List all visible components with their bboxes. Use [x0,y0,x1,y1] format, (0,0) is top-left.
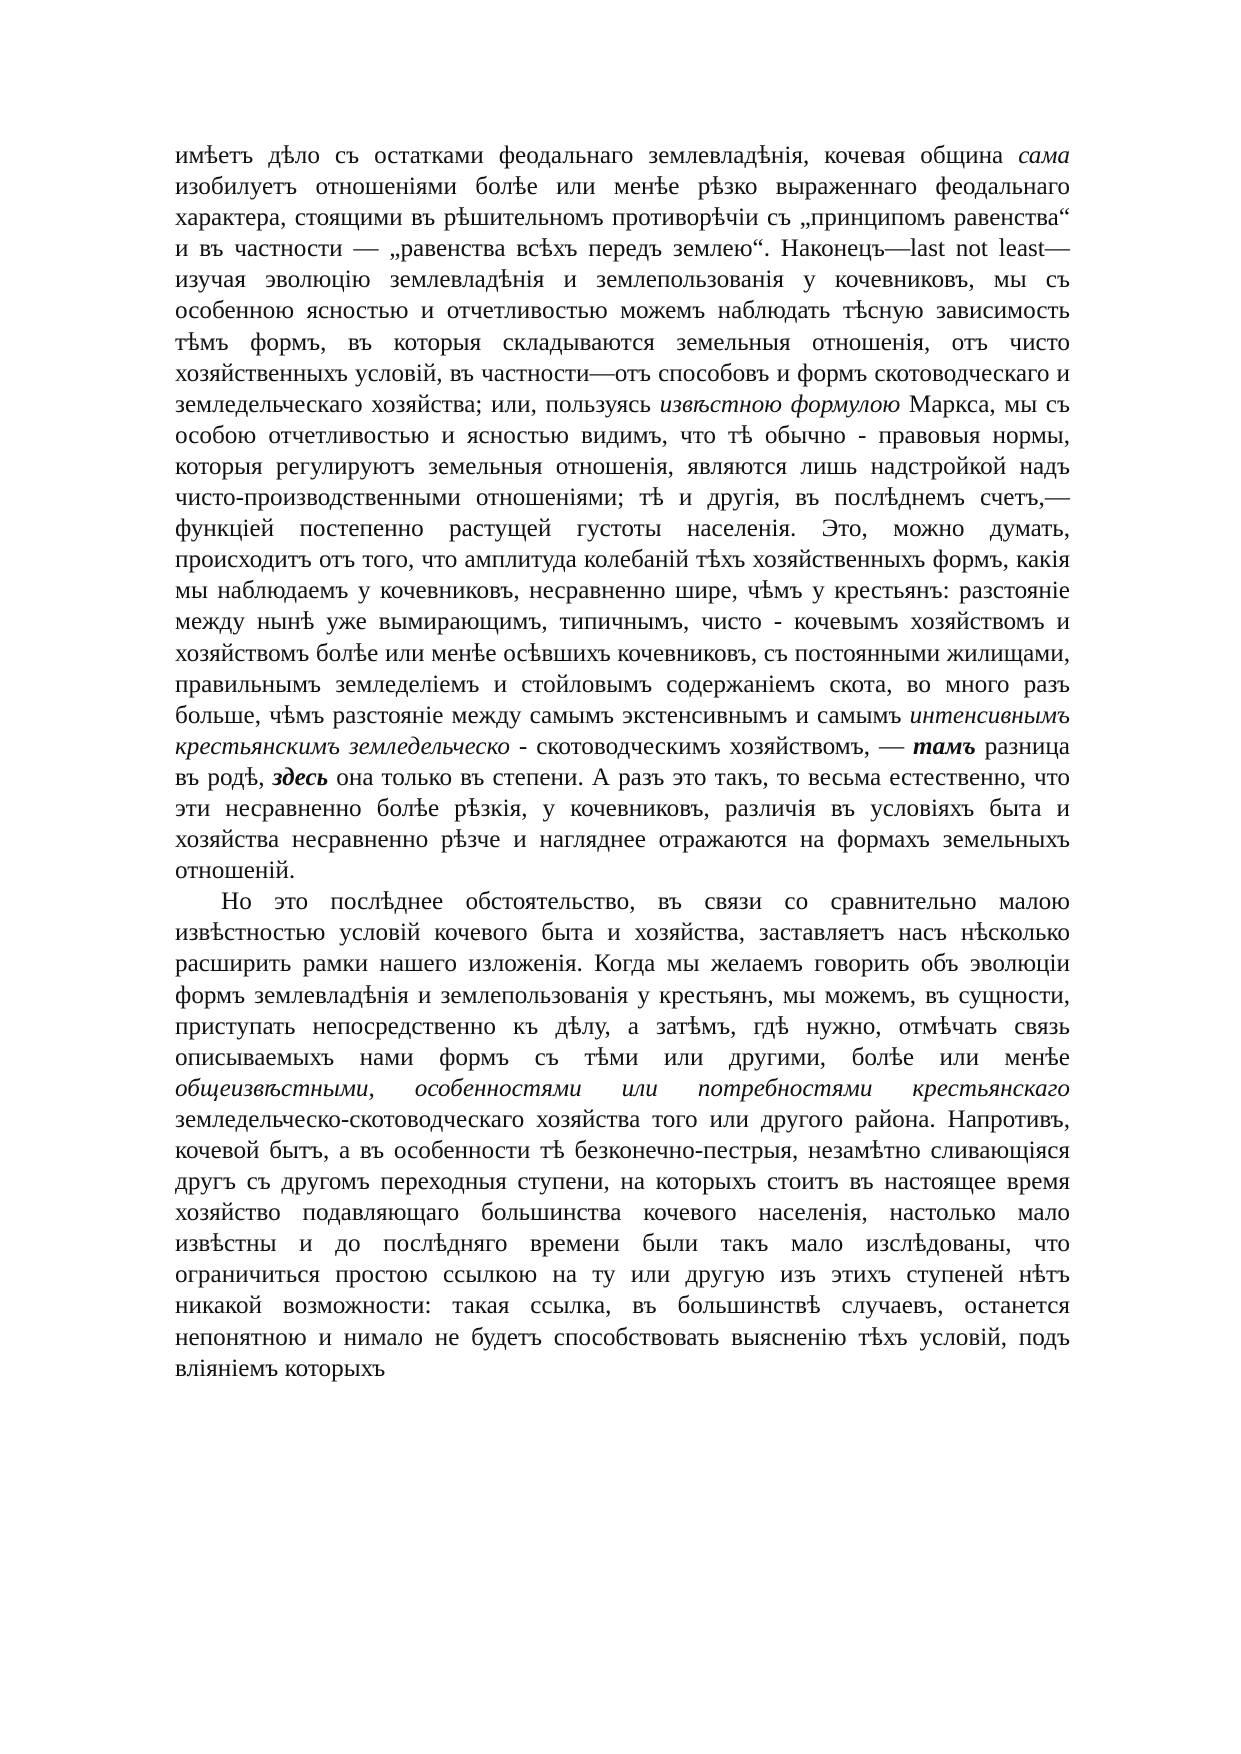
segment: имѣетъ дѣло съ остатками феодальнаго землевладѣнія, кочевая община [175,142,1019,169]
segment: она только въ степени. А разъ это такъ, то весьма естественно, что эти несравненно болѣе рѣзкія, у кочевниковъ, различія въ условіяхъ быта и хозяйства несравненно рѣзче и нагляднее отражаются на формахъ земельныхъ отношеній. [175,763,1070,885]
segment: изобилуетъ отношеніями болѣе или менѣе рѣзко выраженнаго феодальнаго характера, стоящими въ рѣшительномъ противорѣчіи съ „принципомъ равенства“ и въ частности — „равенства всѣхъ передъ землею“. Наконецъ—last not least— изучая эволюцію землевладѣнія и землепользованія у кочевниковъ, мы съ особенною ясностью и отчетливостью можемъ наблюдать тѣсную зависимость тѣмъ формъ, въ которыя складываются земельныя отношенія, отъ чисто хозяйственныхъ условій, въ частности—отъ способовъ и формъ скотоводческаго и земледельческаго хозяйства; или, пользуясь [175,173,1070,418]
segment-bold-italic: здесь [272,763,329,791]
segment: разница въ родѣ, [175,732,1070,791]
paragraph-2 [175,886,1070,1384]
segment-italic: общеизвѣстными, особенностями или потребностями крестьянскаго [175,1074,1070,1102]
page-text-block [175,140,1070,1384]
segment: земледельческо-скотоводческаго хозяйства того или другого района. Напротивъ, кочевой бытъ, а въ особенности тѣ безконечно-пестрыя, незамѣтно сливающіяся другъ съ другомъ переходныя ступени, на которыхъ стоитъ въ настоящее время хозяйство подавляющаго большинства кочевого населенія, настолько мало извѣстны и до послѣдняго времени были такъ мало изслѣдованы, что ограничиться простою ссылкою на ту или другую изъ этихъ ступеней нѣтъ никакой возможности: такая ссылка, въ большинствѣ случаевъ, останется непонятною и нимало не будетъ способствовать выясненію тѣхъ условій, подъ вліяніемъ которыхъ [175,1105,1070,1382]
segment: Но это послѣднее обстоятельство, въ связи со сравнительно малою извѣстностью условій кочевого быта и хозяйства, заставляетъ насъ нѣсколько расширить рамки нашего изложенія. Когда мы желаемъ говорить объ эволюціи формъ землевладѣнія и землепользованія у крестьянъ, мы можемъ, въ сущности, приступать непосредственно къ дѣлу, а затѣмъ, гдѣ нужно, отмѣчать связь описываемыхъ нами формъ съ тѣми или другими, болѣе или менѣе [175,888,1070,1071]
segment: Маркса, мы съ особою отчетливостью и ясностью видимъ, что тѣ обычно - правовыя нормы, которыя регулируютъ земельныя отношенія, являются лишь надстройкой надъ чисто-производственными отношеніями; тѣ и другія, въ послѣднемъ счетъ,—функціей постепенно растущей густоты населенія. Это, можно думать, происходитъ отъ того, что амплитуда колебаній тѣхъ хозяйственныхъ формъ, какія мы наблюдаемъ у кочевниковъ, несравненно шире, чѣмъ у крестьянъ: разстояніе между нынѣ уже вымирающимъ, типичнымъ, чисто - кочевымъ хозяйствомъ и хозяйствомъ болѣе или менѣе осѣвшихъ кочевниковъ, съ постоянными жилищами, правильнымъ земледеліемъ и стойловымъ содержаніемъ скота, во много разъ больше, чѣмъ разстояніе между самымъ экстенсивнымъ и самымъ [175,390,1071,729]
segment-italic: извѣстною формулою [659,390,901,418]
segment-italic: интенсивнымъ крестьянскимъ земледельческо [175,701,1070,760]
segment: - скотоводческимъ хозяйствомъ, — [510,732,914,760]
segment-italic: сама [1018,142,1070,169]
segment-bold-italic: тамъ [913,732,976,760]
paragraph-1 [175,140,1070,886]
